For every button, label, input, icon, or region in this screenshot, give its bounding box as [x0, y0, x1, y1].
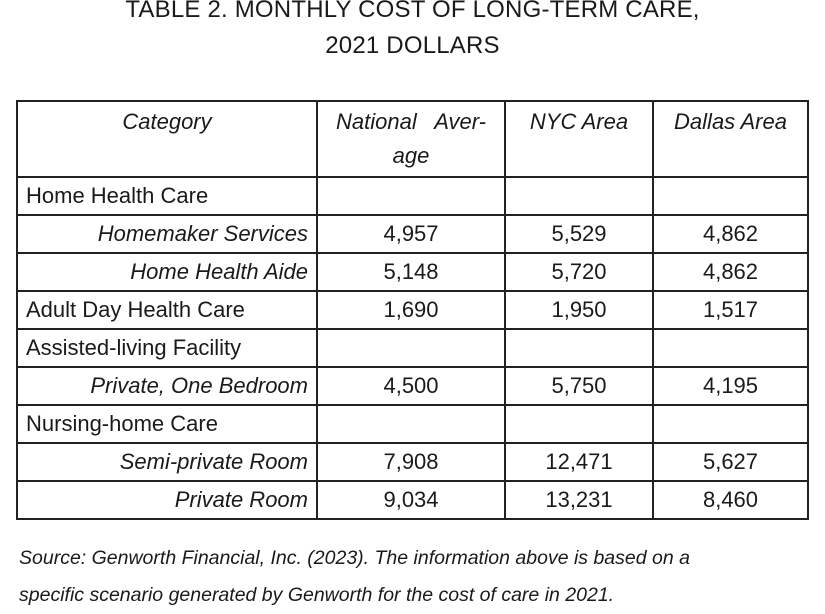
row-label: Assisted-living Facility: [17, 329, 317, 367]
national-value: 7,908: [317, 443, 505, 481]
dallas-value: 8,460: [653, 481, 808, 519]
row-label: Private, One Bedroom: [17, 367, 317, 405]
table-row: [17, 443, 808, 481]
nyc-value: [505, 329, 653, 367]
table-row: [17, 253, 808, 291]
nyc-value: 5,720: [505, 253, 653, 291]
row-label: Semi-private Room: [17, 443, 317, 481]
national-value: [317, 177, 505, 215]
table-header-row: [17, 101, 808, 177]
row-label: Adult Day Health Care: [17, 291, 317, 329]
table-row: [17, 215, 808, 253]
header-national-average: [317, 101, 505, 177]
table-title-line-2: 2021 DOLLARS: [325, 32, 500, 59]
header-national-line-2: age: [392, 143, 430, 168]
table-title-line-1: TABLE 2. MONTHLY COST OF LONG-TERM CARE,: [125, 0, 700, 23]
cost-table: [16, 100, 809, 520]
nyc-value: 5,750: [505, 367, 653, 405]
nyc-value: 5,529: [505, 215, 653, 253]
dallas-value: 4,195: [653, 367, 808, 405]
nyc-value: 13,231: [505, 481, 653, 519]
header-category: Category: [17, 101, 317, 177]
dallas-value: 4,862: [653, 215, 808, 253]
nyc-value: 1,950: [505, 291, 653, 329]
national-value: 1,690: [317, 291, 505, 329]
nyc-value: [505, 405, 653, 443]
source-note-line-1: Source: Genworth Financial, Inc. (2023). The information above is based on a: [19, 547, 690, 569]
dallas-value: 1,517: [653, 291, 808, 329]
table-row: [17, 405, 808, 443]
row-label: Private Room: [17, 481, 317, 519]
header-national-line-1: National Aver-: [335, 109, 486, 134]
national-value: 9,034: [317, 481, 505, 519]
table-row: [17, 367, 808, 405]
dallas-value: 4,862: [653, 253, 808, 291]
header-nyc-area: NYC Area: [505, 101, 653, 177]
national-value: [317, 329, 505, 367]
row-label: Home Health Care: [17, 177, 317, 215]
dallas-value: 5,627: [653, 443, 808, 481]
national-value: 4,500: [317, 367, 505, 405]
header-dallas-area: Dallas Area: [653, 101, 808, 177]
row-label: Home Health Aide: [17, 253, 317, 291]
national-value: 4,957: [317, 215, 505, 253]
nyc-value: 12,471: [505, 443, 653, 481]
dallas-value: [653, 405, 808, 443]
source-note: [19, 540, 819, 614]
table-row: [17, 329, 808, 367]
dallas-value: [653, 177, 808, 215]
dallas-value: [653, 329, 808, 367]
row-label: Nursing-home Care: [17, 405, 317, 443]
row-label: Homemaker Services: [17, 215, 317, 253]
nyc-value: [505, 177, 653, 215]
table-row: [17, 481, 808, 519]
table-row: [17, 177, 808, 215]
national-value: [317, 405, 505, 443]
source-note-line-2: specific scenario generated by Genworth for the cost of care in 2021.: [19, 584, 615, 606]
national-value: 5,148: [317, 253, 505, 291]
table-row: [17, 291, 808, 329]
